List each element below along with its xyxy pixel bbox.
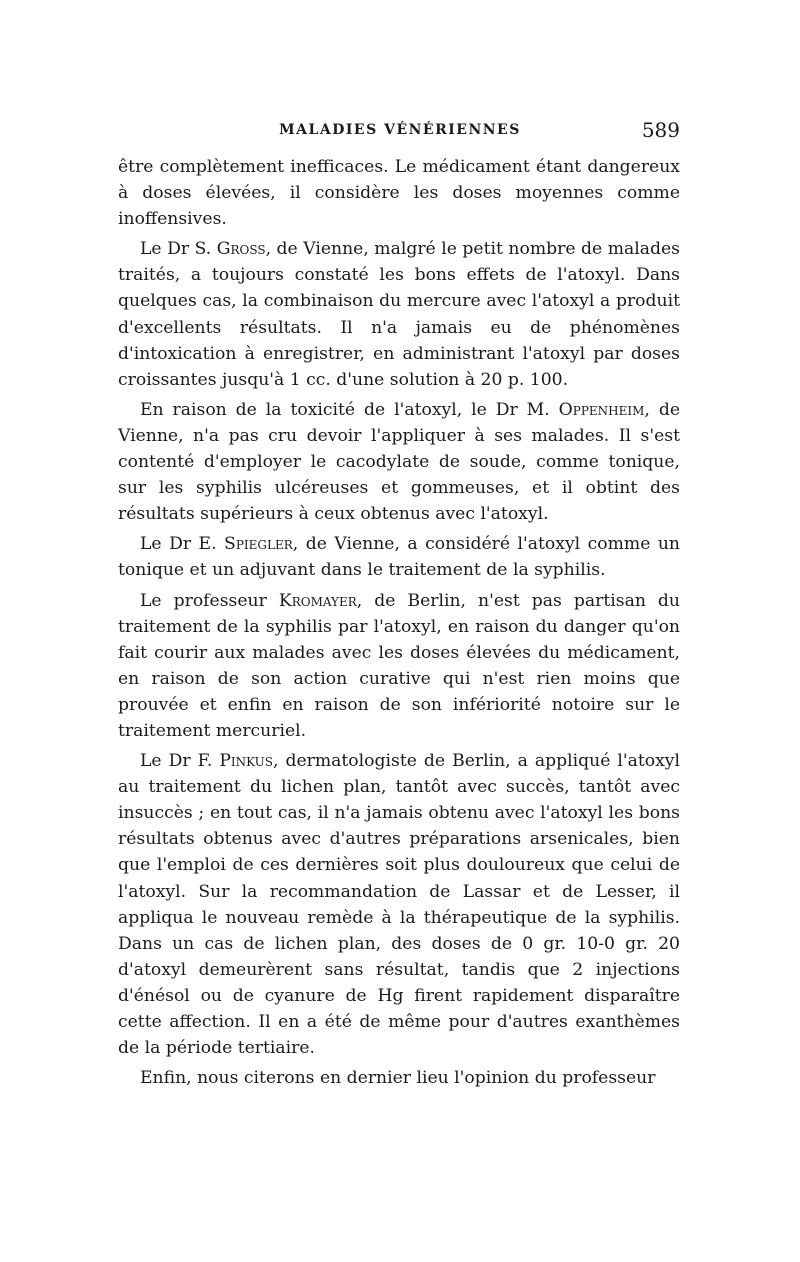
body-text xyxy=(118,154,680,1095)
page-number: 589 xyxy=(641,118,680,142)
paragraph-pinkus xyxy=(118,748,680,1061)
paragraph-text: Enfin, nous citerons en dernier lieu l'opinion du professeur xyxy=(140,1068,656,1089)
author-name: Pinkus xyxy=(219,751,273,772)
paragraph-prefix: Le Dr E. xyxy=(140,534,225,555)
paragraph-prefix: Le Dr S. xyxy=(140,239,217,260)
paragraph-spiegler xyxy=(118,531,680,583)
running-title: MALADIES VÉNÉRIENNES xyxy=(279,122,521,138)
paragraph-prefix: Le Dr F. xyxy=(140,751,220,772)
author-name: Gross xyxy=(216,239,266,260)
paragraph-prefix: Le professeur xyxy=(140,590,279,611)
paragraph-oppenheim xyxy=(118,397,680,527)
paragraph-continuation xyxy=(118,154,680,232)
paragraph-final xyxy=(118,1065,680,1091)
paragraph-text: , dermatologiste de Berlin, a appliqué l'atoxyl au traitement du lichen plan, tantôt avec succès, tantôt avec insuccès ; en tout cas, il n'a jamais obtenu avec l'atoxyl les bons résultats obtenus avec d'autres préparations arsenicales, bien que l'emploi de ces dernières soit plus douloureux que celui de l'atoxyl. Sur la recommandation de Lassar et de Lesser, il appliqua le nouveau remède à la thérapeutique de la syphilis. Dans un cas de lichen plan, des doses de 0 gr. 10-0 gr. 20 d'atoxyl demeurèrent sans résultat, tandis que 2 injections d'énésol ou de cyanure de Hg firent rapidement disparaître cette affection. Il en a été de même pour d'autres exanthèmes de la période tertiaire. xyxy=(118,751,680,1059)
paragraph-text: , de Vienne, a considéré l'atoxyl comme un tonique et un adjuvant dans le traitement de la syphilis. xyxy=(118,534,680,581)
page-header xyxy=(120,118,680,142)
paragraph-text: , de Vienne, n'a pas cru devoir l'appliquer à ses malades. Il s'est contenté d'employer le cacodylate de soude, comme tonique, sur les syphilis ulcéreuses et gommeuses, et il obtint des résultats supérieurs à ceux obtenus avec l'atoxyl. xyxy=(118,399,681,525)
paragraph-gross xyxy=(118,236,680,393)
author-name: Kromayer xyxy=(278,590,357,611)
paragraph-text: , de Berlin, n'est pas partisan du traitement de la syphilis par l'atoxyl, en raison du danger qu'on fait courir aux malades avec les doses élevées du médicament, en raison de son action curative qui n'est rien moins que prouvée et enfin en raison de son infériorité notoire sur le traitement mercuriel. xyxy=(118,590,680,741)
paragraph-prefix: En raison de la toxicité de l'atoxyl, le Dr M. xyxy=(140,399,559,420)
paragraph-text: , de Vienne, malgré le petit nombre de malades traités, a toujours constaté les bons effets de l'atoxyl. Dans quelques cas, la combinaison du mercure avec l'atoxyl a produit d'excellents résultats. Il n'a jamais eu de phénomènes d'intoxication à enregistrer, en administrant l'atoxyl par doses croissantes jusqu'à 1 cc. d'une solution à 20 p. 100. xyxy=(118,239,680,390)
author-name: Oppenheim xyxy=(558,399,645,420)
paragraph-kromayer xyxy=(118,588,680,745)
author-name: Spiegler xyxy=(224,534,293,555)
paragraph-text: être complètement inefficaces. Le médicament étant dangereux à doses élevées, il considère les doses moyennes comme inoffensives. xyxy=(118,157,680,230)
